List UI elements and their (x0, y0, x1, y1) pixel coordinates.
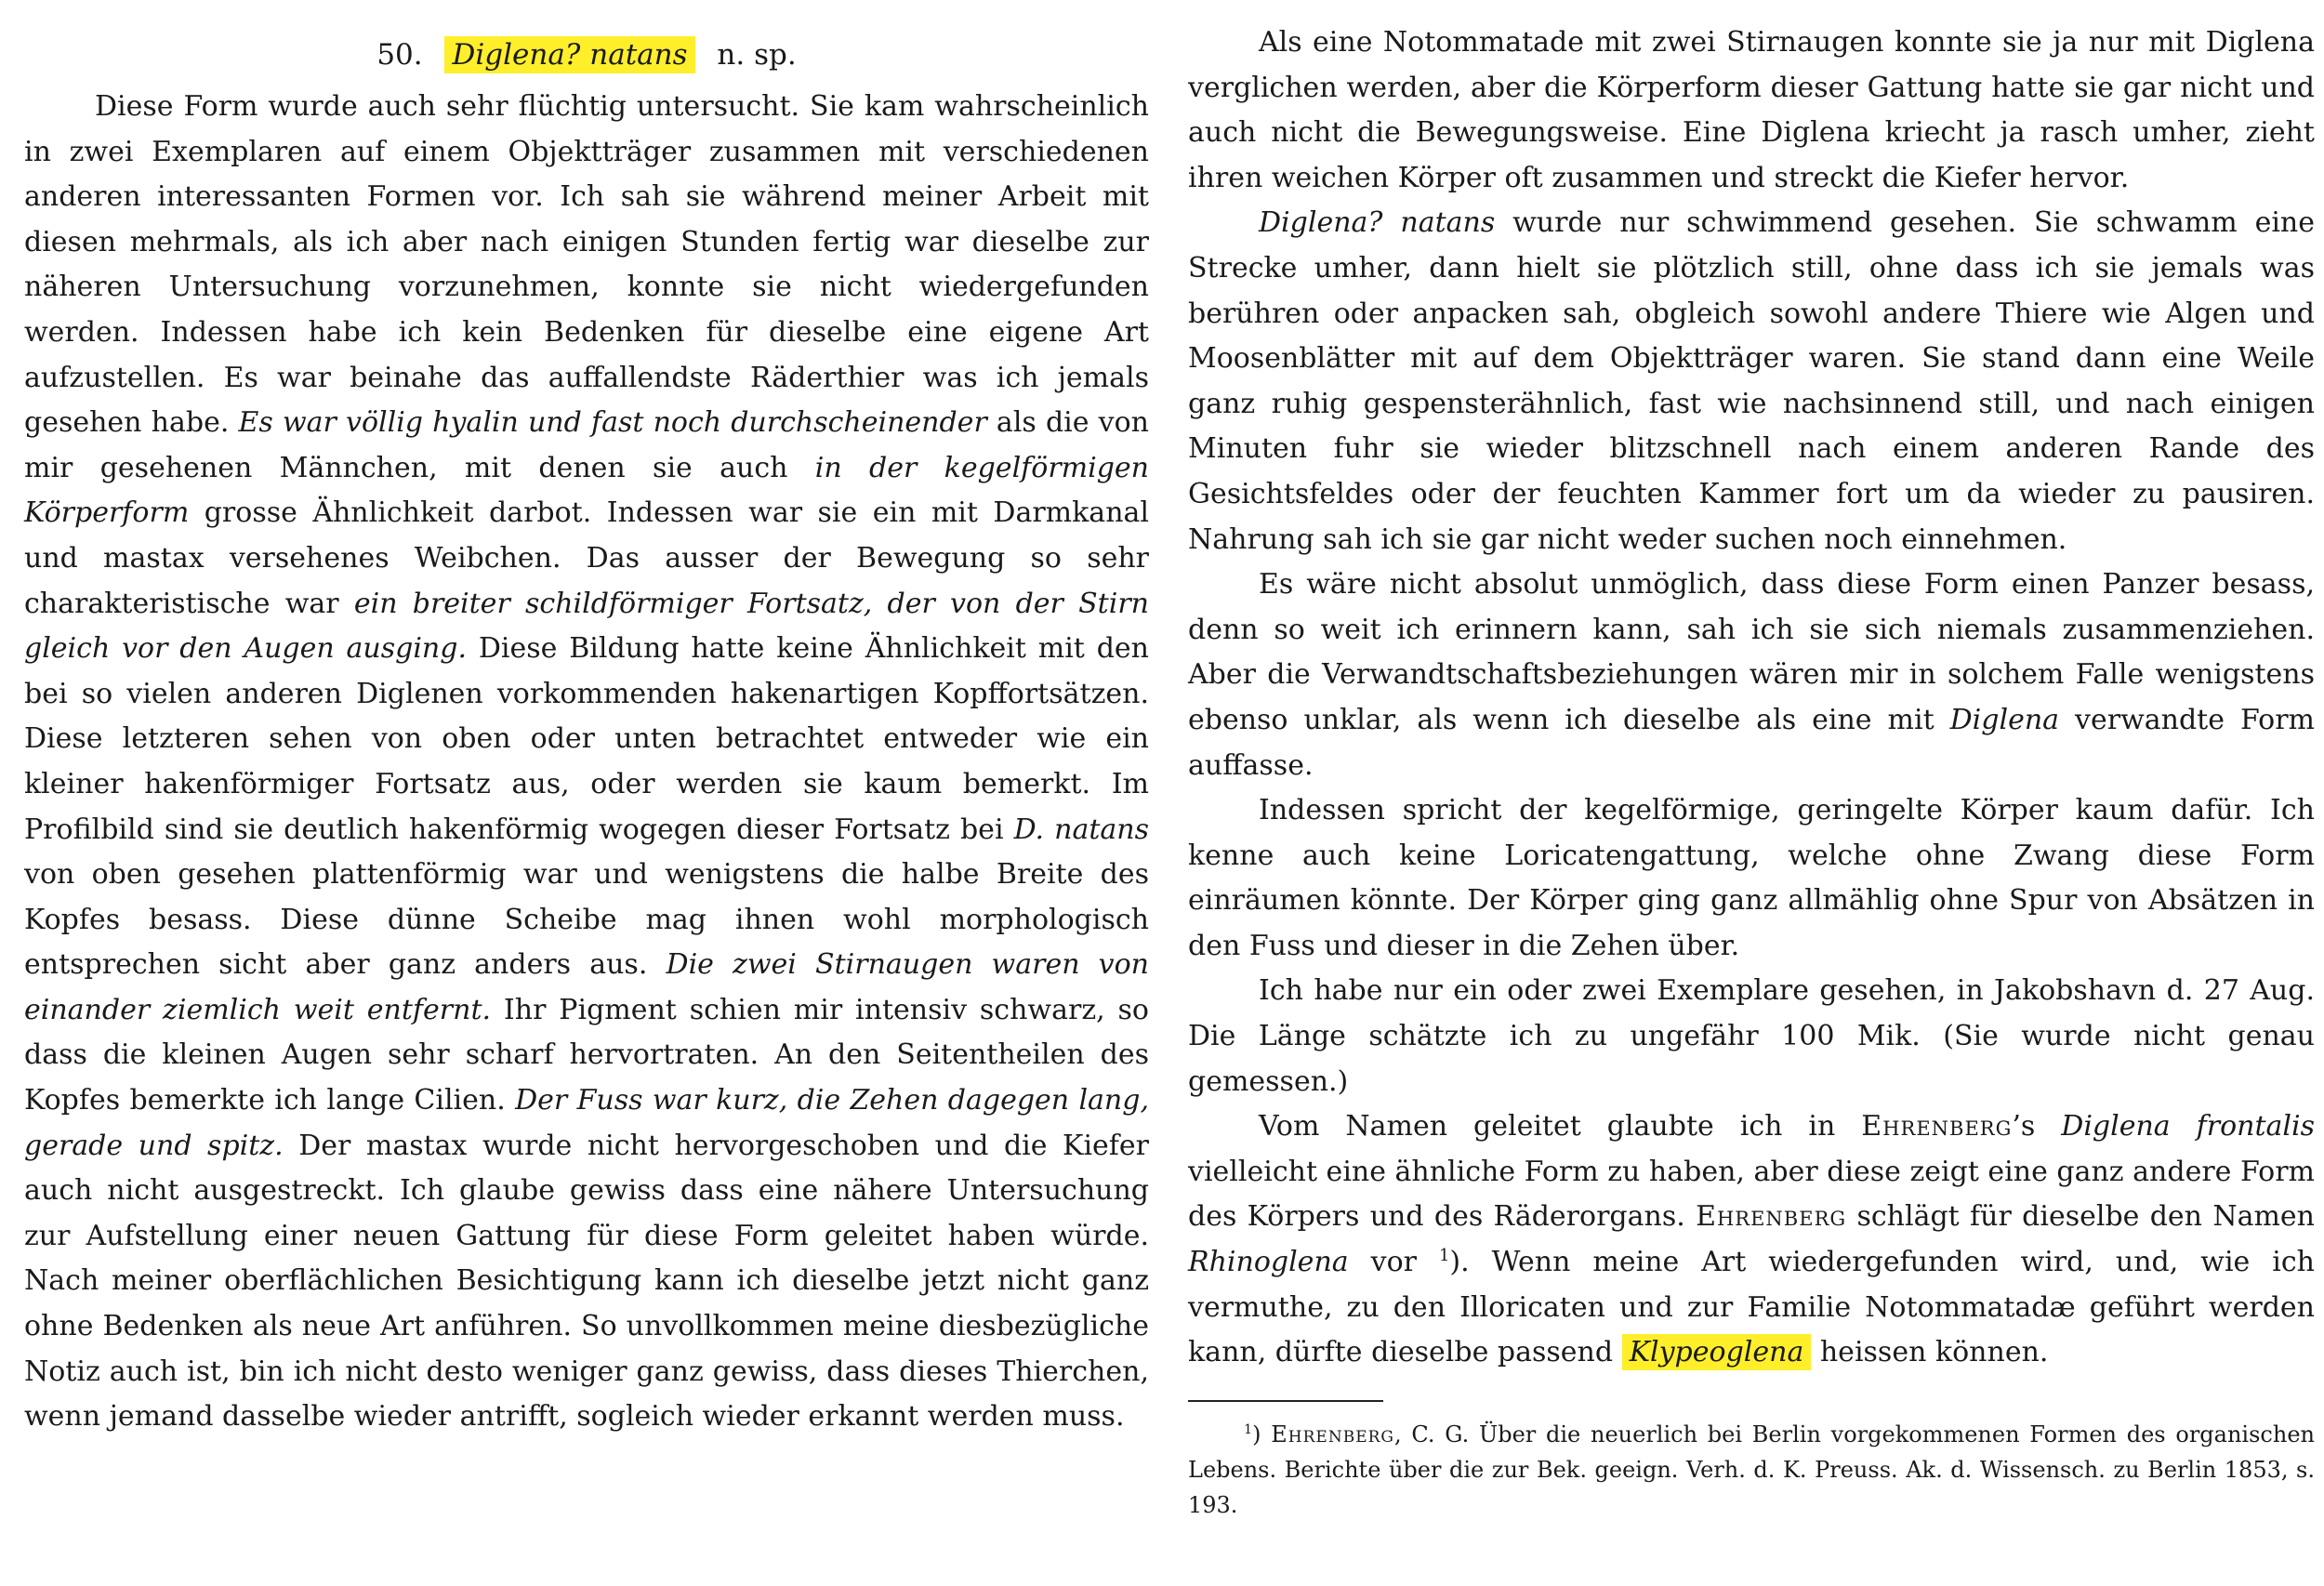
right-body (1188, 20, 2315, 1376)
italic-run: in der kegelförmigen Körperform (24, 451, 1149, 530)
footnote-ref: 1 (1438, 1246, 1450, 1266)
text-run: ’s (2012, 1110, 2062, 1143)
text-run: als die von mir gesehenen Männchen, mit denen sie auch (24, 406, 1149, 484)
author-name: Ehrenberg (1861, 1110, 2013, 1143)
right-paragraph-5: Ich habe nur ein oder zwei Exemplare gesehen, in Jakobshavn d. 27 Aug. Die Länge schätzte ich zu ungefähr 100 Mik. (Sie wurde nicht genau gemessen.) (1188, 974, 2315, 1098)
text-run: vielleicht eine ähnliche Form zu haben, aber diese zeigt eine ganz andere Form des Körpers und des Räderorgans. (1188, 1155, 2315, 1234)
left-page (24, 0, 1149, 1586)
text-run: heissen können. (1811, 1336, 2049, 1369)
text-run: verwandte Form auffasse. (1188, 703, 2315, 782)
text-run: grosse Ähnlichkeit darbot. Indessen war sie ein mit Darmkanal und mastax versehenes Weibchen. Das ausser der Bewegung so sehr charakteristische war (24, 496, 1149, 620)
italic-run: D. natans (1013, 813, 1149, 846)
text-run: wurde nur schwimmend gesehen. Sie schwamm eine Strecke umher, dann hielt sie plötzlich still, ohne dass ich sie jemals was berühren oder anpacken sah, obgleich sowohl andere Thiere wie Algen und Moosenblätter mit auf dem Objektträger waren. Sie stand dann eine Weile ganz ruhig gespensterähnlich, fast wie nachsinnend still, und nach einigen Minuten fuhr sie wieder blitzschnell nach einem anderen Rande des Gesichtsfeldes oder der feuchten Kammer fort um da wieder zu pausiren. Nahrung sah ich sie gar nicht weder suchen noch einnehmen. (1188, 206, 2315, 556)
italic-run: Diglena frontalis (2061, 1110, 2316, 1143)
italic-run: Diglena? natans (1259, 206, 1496, 240)
right-paragraph-6 (1188, 1104, 2315, 1376)
text-run: Diese Bildung hatte keine Ähnlichkeit mit den bei so vielen anderen Diglenen vorkommenden hakenartigen Kopffortsätzen. Diese letzteren sehen von oben oder unten betrachtet entweder wie ein kleiner hakenförmiger Fortsatz aus, oder werden sie kaum bemerkt. Im Profilbild sind sie deutlich hakenförmig wogegen dieser Fortsatz bei (24, 632, 1149, 846)
italic-run: ein breiter schildförmiger Fortsatz, der von der Stirn gleich vor den Augen ausging. (24, 587, 1149, 666)
species-suffix: n. sp. (717, 38, 797, 72)
author-name: Ehrenberg (1271, 1421, 1394, 1447)
right-paragraph-4: Indessen spricht der kegelförmige, geringelte Körper kaum dafür. Ich kenne auch keine Loricatengattung, welche ohne Zwang diese Form einräumen könnte. Der Körper ging ganz allmählig ohne Spur von Absätzen in den Fuss und dieser in die Zehen über. (1188, 794, 2315, 962)
right-paragraph-3 (1188, 562, 2315, 788)
italic-run: Rhinoglena (1188, 1246, 1349, 1279)
text-run: von oben gesehen plattenförmig war und wenigstens die halbe Breite des Kopfes besass. Diese dünne Scheibe mag ihnen wohl morphologisch entsprechen sicht aber ganz anders aus. (24, 858, 1149, 982)
footnote (1188, 1417, 2315, 1523)
species-number: 50. (376, 38, 423, 72)
text-run: Der mastax wurde nicht hervorgeschoben und die Kiefer auch nicht ausgestreckt. Ich glaube gewiss dass eine nähere Untersuchung zur Aufstellung einer neuen Gattung für diese Form geleitet haben würde. Nach meiner oberflächlichen Besichtigung kann ich dieselbe jetzt nicht ganz ohne Bedenken als neue Art anführen. So unvollkommen meine diesbezügliche Notiz auch ist, bin ich nicht desto weniger ganz gewiss, dass dieses Thierchen, wenn jemand dasselbe wieder antrifft, sogleich wieder erkannt werden muss. (24, 1129, 1149, 1434)
text-run: Vom Namen geleitet glaubte ich in (1259, 1110, 1862, 1143)
footnote-mark: 1 (1244, 1421, 1253, 1437)
italic-run: Der Fuss war kurz, die Zehen dagegen lang, gerade und spitz. (24, 1084, 1149, 1162)
left-paragraph-1 (24, 85, 1149, 1440)
italic-run: Diglena (1949, 703, 2060, 736)
author-name: Ehrenberg (1696, 1200, 1847, 1234)
italic-run: Es war völlig hyalin und fast noch durchscheinender (238, 406, 987, 440)
species-heading (24, 33, 1149, 77)
text-run: Diese Form wurde auch sehr flüchtig untersucht. Sie kam wahrscheinlich in zwei Exemplaren auf einem Objektträger zusammen mit verschiedenen anderen interessanten Formen vor. Ich sah sie während meiner Arbeit mit diesen mehrmals, als ich aber nach einigen Stunden fertig war dieselbe zur näheren Untersuchung vorzunehmen, konnte sie nicht wiedergefunden werden. Indessen habe ich kein Bedenken für dieselbe eine eigene Art aufzustellen. Es war beinahe das auffallendste Räderthier was ich jemals gesehen habe. (24, 90, 1149, 440)
text-run: schlägt für dieselbe den Namen (1846, 1200, 2315, 1234)
footnote-divider (1188, 1400, 1383, 1402)
genus-name-highlighted: Klypeoglena (1622, 1334, 1812, 1370)
text-run: Es wäre nicht absolut unmöglich, dass diese Form einen Panzer besass, denn so weit ich erinnern kann, sah ich sie sich niemals zusammenziehen. Aber die Verwandtschaftsbeziehungen wären mir in solchem Falle wenigstens ebenso unklar, als wenn ich dieselbe als eine mit (1188, 568, 2315, 736)
text-run: , C. G. Über die neuerlich bei Berlin vorgekommenen Formen des organischen Lebens. Berichte über die zur Bek. geeign. Verh. d. K. Preuss. Ak. d. Wissensch. zu Berlin 1853, s. 193. (1188, 1421, 2315, 1518)
text-run: Ihr Pigment schien mir intensiv schwarz, so dass die kleinen Augen sehr scharf hervortraten. An den Seitentheilen des Kopfes bemerkte ich lange Cilien. (24, 993, 1149, 1117)
right-page (1188, 0, 2315, 1586)
text-run: ) (1252, 1421, 1272, 1447)
text-run: vor (1348, 1246, 1439, 1279)
right-paragraph-1: Als eine Notommatade mit zwei Stirnaugen konnte sie ja nur mit Diglena verglichen werden, aber die Körperform dieser Gattung hatte sie gar nicht und auch nicht die Bewegungsweise. Eine Diglena kriecht ja rasch umher, zieht ihren weichen Körper oft zusammen und streckt die Kiefer hervor. (1188, 26, 2315, 194)
right-paragraph-2 (1188, 201, 2315, 562)
species-name-highlighted: Diglena? natans (444, 36, 694, 73)
text-run: ). Wenn meine Art wiedergefunden wird, und, wie ich vermuthe, zu den Illoricaten und zur Familie Notommatadæ geführt werden kann, dürfte dieselbe passend (1188, 1246, 2315, 1369)
italic-run: Die zwei Stirnaugen waren von einander ziemlich weit entfernt. (24, 948, 1149, 1026)
left-body (24, 85, 1149, 1440)
